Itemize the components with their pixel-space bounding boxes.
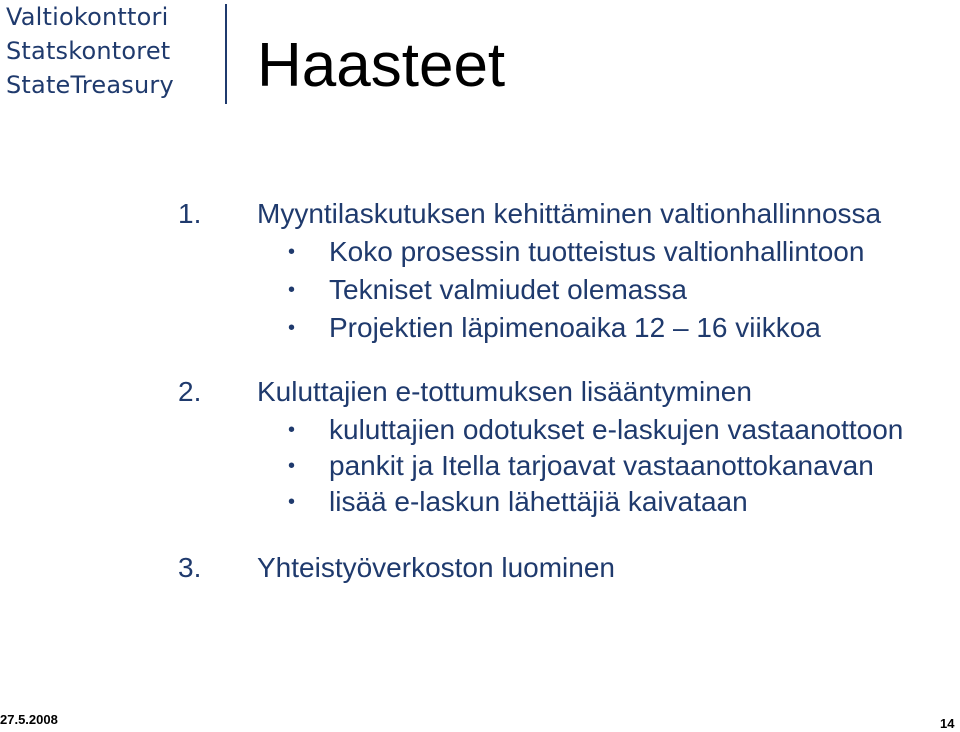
bullet-dot-icon: • <box>288 419 296 441</box>
logo-line-english: StateTreasury <box>6 71 174 99</box>
bullet-text: lisää e-laskun lähettäjiä kaivataan <box>329 486 748 517</box>
item-number: 3. <box>178 552 202 583</box>
footer-date: 27.5.2008 <box>0 712 58 727</box>
logo-line-finnish: Valtiokonttori <box>6 3 169 31</box>
bullet-text: pankit ja Itella tarjoavat vastaanottokanavan <box>329 450 874 481</box>
bullet-text: Koko prosessin tuotteistus valtionhallintoon <box>329 236 865 267</box>
page-number: 14 <box>940 716 955 731</box>
item-text: Kuluttajien e-tottumuksen lisääntyminen <box>257 376 752 407</box>
item-text: Yhteistyöverkoston luominen <box>257 552 615 583</box>
bullet-dot-icon: • <box>288 455 296 477</box>
item-number: 2. <box>178 376 202 407</box>
item-text: Myyntilaskutuksen kehittäminen valtionhallinnossa <box>257 198 882 229</box>
bullet-dot-icon: • <box>288 279 296 301</box>
item-number: 1. <box>178 198 202 229</box>
bullet-text: kuluttajien odotukset e-laskujen vastaanottoon <box>329 414 904 445</box>
bullet-text: Tekniset valmiudet olemassa <box>329 274 687 305</box>
bullet-dot-icon: • <box>288 491 296 513</box>
slide-title: Haasteet <box>257 31 506 100</box>
bullet-dot-icon: • <box>288 241 296 263</box>
bullet-dot-icon: • <box>288 317 296 339</box>
bullet-text: Projektien läpimenoaika 12 – 16 viikkoa <box>329 312 821 343</box>
logo-line-swedish: Statskontoret <box>6 37 171 65</box>
